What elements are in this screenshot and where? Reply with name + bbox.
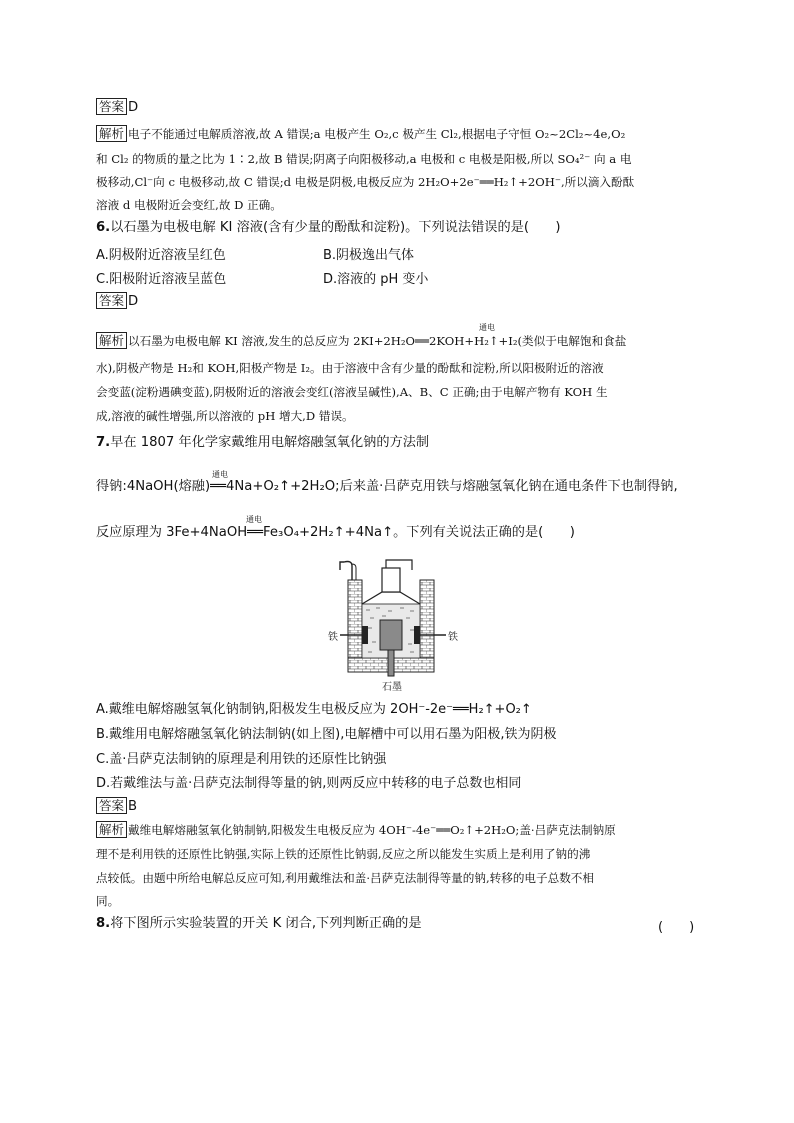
q7-stem-1: 7.早在 1807 年化学家戴维用电解熔融氢氧化钠的方法制 [96,435,430,450]
graphite-rod [388,650,394,676]
q7-analysis-line-3: 点较低。由题中所给电解总反应可知,利用戴维法和盖·吕萨克法制得等量的钠,转移的电子总数不相 [96,871,594,885]
q7-answer-line [96,797,137,816]
q6-option-c: C.阳极附近溶液呈蓝色 [96,272,227,287]
q6-analysis-line-3: 会变蓝(淀粉遇碘变蓝),阴极附近的溶液会变红(溶液呈碱性),A、B、C 正确;由于电解产物有 KOH 生 [96,385,608,399]
answer-tag: 答案 [96,98,127,115]
q6-option-d: D.溶液的 pH 变小 [323,272,429,287]
q7-analysis-line-2: 理不是利用铁的还原性比钠强,实际上铁的还原性比钠弱,反应之所以能发生实质上是利用了钠的沸 [96,847,591,861]
q6-answer-line [96,292,138,311]
answer-tag: 答案 [96,292,127,309]
q6-option-b: B.阴极逸出气体 [323,248,415,263]
q7-option-a: A.戴维电解熔融氢氧化钠制钠,阳极发生电极反应为 2OH⁻-2e⁻══H₂↑+O₂↑ [96,702,532,717]
q7-answer: B [128,799,138,814]
q7-condition-2: 通电 [246,515,262,524]
label-right-iron: 铁 [448,632,458,643]
graphite-electrode [380,620,402,650]
q5-analysis-line-1: 解析 电子不能通过电解质溶液,故 A 错误;a 电极产生 O₂,c 极产生 Cl₂,根据电子守恒 O₂~2Cl₂~4e,O₂ [96,125,625,143]
q8-stem: 8.将下图所示实验装置的开关 K 闭合,下列判断正确的是 [96,916,422,931]
collector-hood [362,592,420,604]
answer-tag: 答案 [96,797,127,814]
q6-analysis-line-1: 解析 以石墨为电极电解 KI 溶液,发生的总反应为 2KI+2H₂O══2KOH+H₂↑+I₂(类似于电解饱和食盐 [96,332,626,350]
q5-answer-line [96,98,138,117]
q6-answer: D [128,294,139,309]
q7-option-b: B.戴维用电解熔融氢氧化钠法制钠(如上图),电解槽中可以用石墨为阳极,铁为阴极 [96,727,557,742]
q6-analysis-line-2: 水),阴极产物是 H₂和 KOH,阳极产物是 I₂。由于溶液中含有少量的酚酞和淀粉,所以阳极附近的溶液 [96,361,604,375]
left-outlet-pipe [340,562,352,581]
q6-option-a: A.阴极附近溶液呈红色 [96,248,226,263]
label-left-iron: 铁 [328,632,338,643]
q7-stem-2: 得钠:4NaOH(熔融)══4Na+O₂↑+2H₂O;后来盖·吕萨克用铁与熔融氢氧化钠在通电条件下也制得钠, [96,479,678,494]
q7-analysis-line-1: 解析 戴维电解熔融氢氧化钠制钠,阳极发生电极反应为 4OH⁻-4e⁻══O₂↑+2H₂O;盖·吕萨克法制钠原 [96,821,616,839]
q7-analysis-line-4: 同。 [96,894,120,908]
analysis-tag: 解析 [96,332,127,349]
analysis-tag: 解析 [96,821,127,838]
q6-analysis-line-4: 成,溶液的碱性增强,所以溶液的 pH 增大,D 错误。 [96,409,354,423]
label-graphite: 石墨 [382,682,402,693]
electrolysis-cell-figure [322,558,462,694]
q5-answer: D [128,100,139,115]
q8-answer-blank: ( ) [658,920,695,935]
q6-condition: 通电 [479,323,495,332]
gas-outlet-pipe [382,568,400,592]
q5-analysis-line-2: 和 Cl₂ 的物质的量之比为 1∶2,故 B 错误;阴离子向阳极移动,a 电极和 c 电极是阳极,所以 SO₄²⁻ 向 a 电 [96,152,632,166]
q7-option-d: D.若戴维法与盖·吕萨克法制得等量的钠,则两反应中转移的电子总数也相同 [96,776,522,791]
analysis-tag: 解析 [96,125,127,142]
q5-analysis-line-3: 极移动,Cl⁻向 c 电极移动,故 C 错误;d 电极是阴极,电极反应为 2H₂O+2e⁻══H₂↑+2OH⁻,所以滴入酚酞 [96,175,635,189]
q6-stem: 6.以石墨为电极电解 KI 溶液(含有少量的酚酞和淀粉)。下列说法错误的是( ) [96,220,561,235]
q7-stem-3: 反应原理为 3Fe+4NaOH══Fe₃O₄+2H₂↑+4Na↑。下列有关说法正确的是( ) [96,525,575,540]
q7-condition-1: 通电 [212,470,228,479]
q7-option-c: C.盖·吕萨克法制钠的原理是利用铁的还原性比钠强 [96,752,387,767]
q5-analysis-line-4: 溶液 d 电极附近会变红,故 D 正确。 [96,198,282,212]
